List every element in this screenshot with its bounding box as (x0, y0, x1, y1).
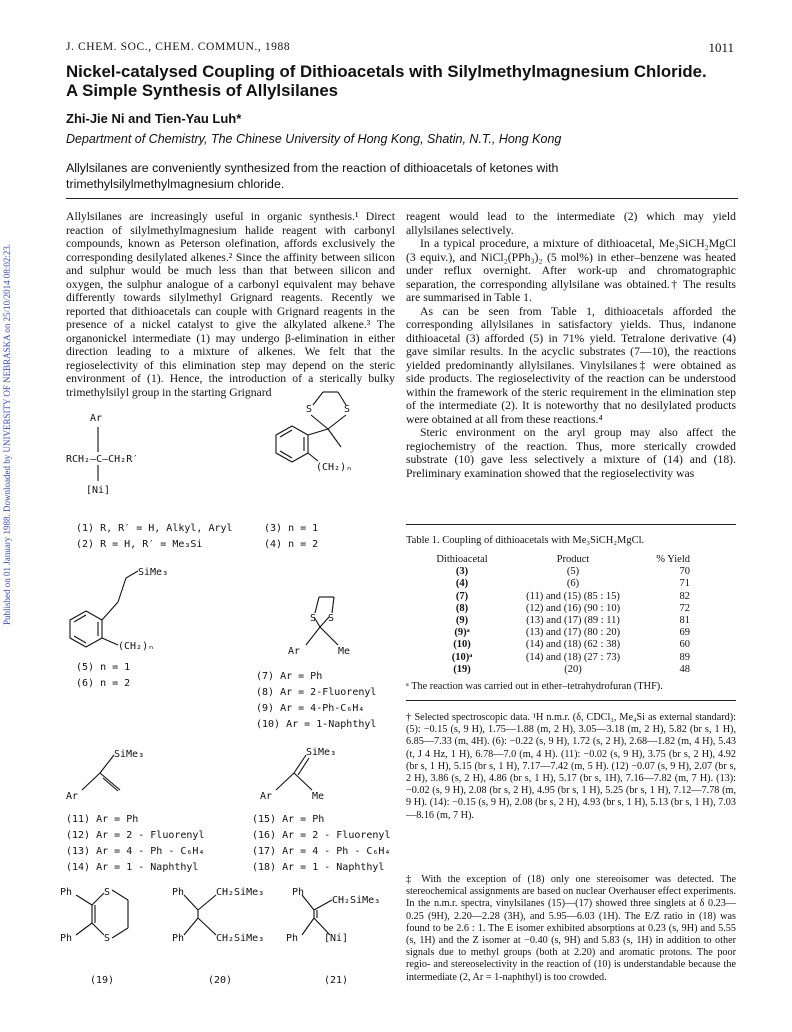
table-cell: 48 (679, 663, 690, 675)
ph-label: Ph (172, 933, 185, 944)
paragraph: reagent would lead to the intermediate (2) which may yield allylsilanes selectively. (406, 210, 736, 237)
ni-label: [Ni] (324, 933, 349, 944)
abstract: Allylsilanes are conveniently synthesized from the reaction of dithioacetals of ketones with trimethylsilylmethylmagnesium chloride. (66, 161, 559, 191)
compound-9-label: (9) Ar = 4-Ph-C₆H₄ (256, 703, 365, 714)
table-cell: 89 (679, 651, 690, 663)
footnote-spectroscopic: † Selected spectroscopic data. ¹H n.m.r. (δ, CDCl₃, Me₄Si as external standard): (5): −0.15 (s, 9 H), 1.75—1.88 (m, 2 H), 3.05—3.18 (m, 2 H), 5.82 (br s, 1 H), 6.85—7.33 (m, 4H). (6): −0.22 (s, 9 H), 1.72 (s, 2 H), 2.68—1.82 (m, 4 H), 5.43 (t, J 4 Hz, 1 H), 6.78—7.0 (m, 4 H). (11): −0.02 (s, 9 H), 3.75 (br s, 2 H), 4.92 (br s, 1 H), 5.15 (br s, 1 H), 7.17—7.42 (m, 5 H). (12) −0.07 (s, 9 H), 2.07 (br s, 2 H), 3.86 (s, 2 H), 4.86 (br s, 1 H), 5.17 (br s, 1H), 7.16—7.82 (m, 7 H). (13): −0.02 (s, 9 H), 2.08 (br s, 2 H), 4.95 (br s, 1 H), 5.25 (br s, 1 H), 7.12—7.78 (m, 9 H). (14): −0.15 (s, 9 H), 2.08 (br s, 2 H), 4.93 (br s, 1 H), 5.13 (br s, 1 H), 7.03—8.16 (m, 7 H). (406, 712, 736, 821)
table-row (406, 578, 736, 590)
compound-8-label: (8) Ar = 2-Fluorenyl (256, 687, 377, 698)
table-cell: (7) (455, 590, 469, 602)
compound-15-label: (15) Ar = Ph (252, 814, 325, 825)
table-cell: (12) and (16) (90 : 10) (525, 602, 621, 614)
table-cell: (10) (453, 639, 471, 651)
compound-1-label: (1) R, R′ = H, Alkyl, Aryl (76, 523, 233, 534)
table-cell: 70 (679, 566, 690, 578)
article-title (66, 62, 756, 100)
s-label: S (328, 613, 335, 624)
table-cell: (14) and (18) (62 : 38) (525, 639, 621, 651)
table-cell: 82 (679, 590, 690, 602)
ch2n-label: (CH₂)ₙ (118, 641, 155, 652)
side-download-note: Published on 01 January 1988. Downloaded by UNIVERSITY OF NEBRASKA on 25/10/2014 08:02:23. (2, 243, 12, 625)
compound-6-label: (6) n = 2 (76, 678, 131, 689)
table-cell: 81 (679, 615, 690, 627)
s-label: S (310, 613, 317, 624)
compound-5-label: (5) n = 1 (76, 662, 131, 673)
compound-16-label: (16) Ar = 2 - Fluorenyl (252, 830, 391, 841)
table-cell: (11) and (15) (85 : 15) (526, 590, 620, 602)
ph-label: Ph (172, 887, 185, 898)
table-cell: 69 (679, 627, 690, 639)
ar-label: Ar (260, 791, 273, 802)
table-cell: (14) and (18) (27 : 73) (525, 651, 621, 663)
compound-10-label: (10) Ar = 1-Naphthyl (256, 719, 377, 730)
table-header-row (406, 554, 736, 566)
table-cell: (9) (455, 615, 469, 627)
table-row (406, 566, 736, 578)
sime3-label: SiMe₃ (306, 747, 337, 758)
paragraph: Allylsilanes are increasingly useful in organic synthesis.¹ Direct reaction of silylmethylmagnesium halide reagent with carbonyl compounds, known as Peterson olefination, affords exclusively the corresponding desilylated alkenes.² Since the affinity between silicon and sulphur would be much less than that between silicon and oxygen, the sulphur analogue of a carbonyl equivalent may behave differently towards silylmethyl Grignard reagents. Recently we reported that dithioacetals can couple with Grignard reagents in the presence of a nickel catalyst to give the alkylated alkene.³ The organonickel intermediate (1) may undergo β-elimination in either direction leading to a mixture of alkenes. We felt that the regioselectivity of this elimination step may depend on the steric environment of (1). Hence, the introduction of a sterically bulky trimethylsilyl group in the starting Grignard (66, 210, 395, 399)
compound-11-label: (11) Ar = Ph (66, 814, 139, 825)
column-header: Product (556, 554, 590, 565)
body-column-right (406, 210, 736, 480)
authors: Zhi-Jie Ni and Tien-Yau Luh* (66, 111, 242, 126)
ph-label: Ph (286, 933, 299, 944)
table-cell: (3) (455, 566, 469, 578)
me-label: Me (312, 791, 325, 802)
affiliation: Department of Chemistry, The Chinese University of Hong Kong, Shatin, N.T., Hong Kong (66, 132, 562, 146)
s-label: S (104, 887, 111, 898)
compound-20-label: (20) (208, 975, 233, 986)
body-column-left (66, 210, 395, 399)
table-cell: (5) (566, 566, 580, 578)
footnote-stereochemistry: ‡ With the exception of (18) only one stereoisomer was detected. The stereochemical assignments are based on nuclear Overhauser effect experiments. In the n.m.r. spectra, vinylsilanes (15)—(17) showed three singlets at δ 0.23—0.25 (9H), 2.20—2.28 (3H), and 5.95—6.03 (1H). The E/Z ratio in (18) was found to be 2.6 : 1. The E isomer exhibited absorptions at 0.23 (s, 9H) and 5.55 (s, 1H) and the Z isomer at −0.40 (s, 9H) and 5.83 (s, 1H) in addition to other signals due to methyl groups (both at 2.20) and aromatic protons. The poor regio- and stereoselectivity in the reaction of (10) is understandable because the intermediate (2, Ar = 1-naphthyl) is too crowded. (406, 874, 736, 983)
ph-label: Ph (60, 887, 73, 898)
table-row (406, 639, 736, 651)
paragraph: As can be seen from Table 1, dithioacetals afforded the corresponding allylsilanes in satisfactory yields. Thus, indanone dithioacetal (3) afforded (5) in 71% yield. Tetralone derivative (4) gave similar results. In the acyclic substrates (7—10), the reactions yielded predominantly allylsilanes. Vinylsilanes‡ were obtained as side products. The regioselectivity of the reaction can be understood within the framework of the steric requirement in the elimination step of the intermediate (2). It is noteworthy that no desilylated products were obtained at all from these reactions.⁴ (406, 304, 736, 426)
ch2sime3-label: CH₂SiMe₃ (216, 933, 265, 944)
sime3-label: SiMe₃ (138, 567, 169, 578)
ph-label: Ph (292, 887, 305, 898)
compound-7-label: (7) Ar = Ph (256, 671, 323, 682)
compound-21-label: (21) (324, 975, 349, 986)
paragraph: In a typical procedure, a mixture of dithioacetal, Me₃SiCH₂MgCl (3 equiv.), and NiCl₂(PPh₃)₂ (5 mol%) in ether–benzene was heated under reflux overnight. After work-up and chromatographic separation, the corresponding allylsilane was obtained.† The results are summarised in Table 1. (406, 237, 736, 304)
table-cell: 72 (679, 602, 690, 614)
table-top-rule (406, 524, 736, 525)
me-label: Me (338, 646, 351, 657)
ni-label: [Ni] (86, 485, 111, 496)
table-row (406, 627, 736, 639)
table-cell: 71 (679, 578, 690, 590)
ch2n-label: (CH₂)ₙ (316, 462, 353, 473)
table-cell: (13) and (17) (80 : 20) (525, 627, 621, 639)
s-label: S (306, 404, 313, 415)
ar-label: Ar (288, 646, 301, 657)
table-row (406, 652, 736, 664)
compound-18-label: (18) Ar = 1 - Naphthyl (252, 862, 385, 873)
chemical-structures (60, 395, 406, 1015)
ch2sime3-label: CH₂SiMe₃ (216, 887, 265, 898)
table-row (406, 591, 736, 603)
table-row (406, 615, 736, 627)
journal-header: J. CHEM. SOC., CHEM. COMMUN., 1988 (66, 41, 291, 53)
table-1 (406, 554, 736, 676)
s-label: S (104, 933, 111, 944)
table-bottom-rule (406, 700, 736, 701)
rch2-label: RCH₂—C—CH₂R′ (66, 454, 139, 465)
table-cell: (8) (455, 602, 469, 614)
ph-label: Ph (60, 933, 73, 944)
title-line-1: Nickel-catalysed Coupling of Dithioacetals with Silylmethylmagnesium Chloride. (66, 62, 707, 81)
table-row (406, 664, 736, 676)
table-cell: (4) (455, 578, 469, 590)
sime3-label: SiMe₃ (114, 749, 145, 760)
compound-13-label: (13) Ar = 4 - Ph - C₆H₄ (66, 846, 205, 857)
ch2sime3-label: CH₂SiMe₃ (332, 895, 381, 906)
header-rule (66, 198, 738, 199)
table-row (406, 603, 736, 615)
compound-4-label: (4) n = 2 (264, 539, 319, 550)
ar-label: Ar (66, 791, 79, 802)
benzene-ring (70, 611, 102, 647)
title-line-2: A Simple Synthesis of Allylsilanes (66, 81, 339, 100)
compound-19-label: (19) (90, 975, 115, 986)
table-cell: (13) and (17) (89 : 11) (526, 615, 620, 627)
table-cell: 60 (679, 639, 690, 651)
column-header: Dithioacetal (436, 554, 488, 565)
compound-3-label: (3) n = 1 (264, 523, 319, 534)
table-footnote: ᵃ The reaction was carried out in ether–tetrahydrofuran (THF). (406, 681, 663, 692)
ar-label: Ar (90, 413, 103, 424)
table-cell: (10)ᵃ (451, 651, 473, 663)
compound-12-label: (12) Ar = 2 - Fluorenyl (66, 830, 205, 841)
benzene-ring (276, 426, 308, 462)
table-cell: (9)ᵃ (454, 627, 470, 639)
page-number: 1011 (708, 40, 734, 55)
s-label: S (344, 404, 351, 415)
compound-2-label: (2) R = H, R′ = Me₃Si (76, 539, 203, 550)
compound-14-label: (14) Ar = 1 - Naphthyl (66, 862, 199, 873)
table-caption: Table 1. Coupling of dithioacetals with Me₃SiCH₂MgCl. (406, 535, 645, 546)
paragraph: Steric environment on the aryl group may also affect the regiochemistry of the reaction. Thus, more sterically crowded substrate (10) gave less selectively a mixture of (14) and (18). Preliminary examination showed that the regioselectivity was (406, 426, 736, 480)
column-header: % Yield (656, 554, 690, 565)
table-cell: (19) (453, 663, 471, 675)
table-cell: (20) (564, 663, 582, 675)
table-cell: (6) (566, 578, 580, 590)
compound-17-label: (17) Ar = 4 - Ph - C₆H₄ (252, 846, 391, 857)
